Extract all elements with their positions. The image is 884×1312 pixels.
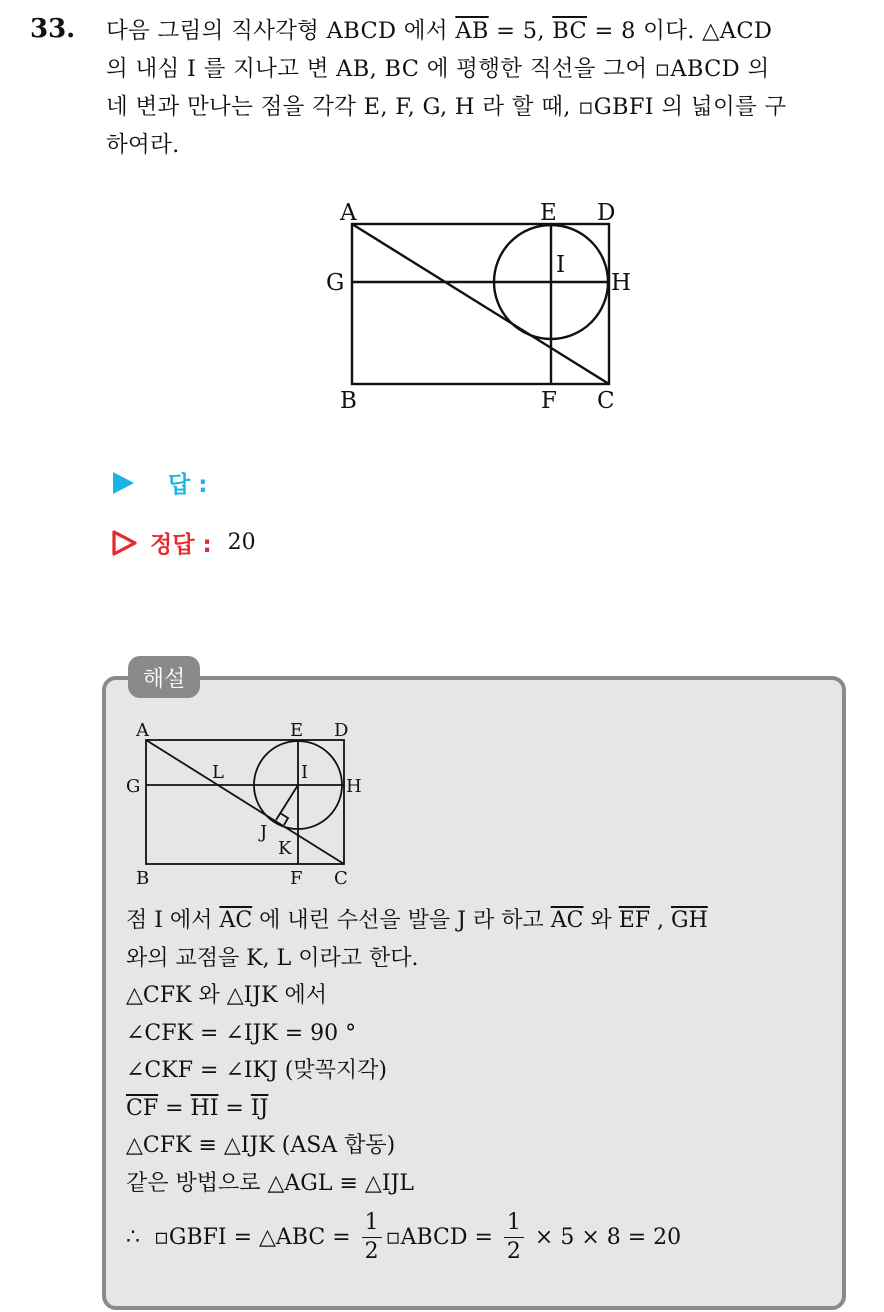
solution-conclusion (126, 1212, 681, 1263)
label-k-2: K (278, 838, 292, 859)
solution-line-4: ∠CFK = ∠IJK = 90 ° (126, 1020, 357, 1046)
label-e-2: E (290, 720, 304, 741)
solution-line-3: △CFK 와 △IJK 에서 (126, 983, 328, 1008)
fraction-half-1: $\frac{1}{2}$ (362, 1212, 382, 1263)
answer-row (110, 466, 207, 499)
solution-line-1: 점 I 에서 $\overline{AC}$ 에 내린 수선을 발을 J 라 하고 $\overline{AC}$ 와 $\overline{EF}$ , $\overline{GH}$ (126, 908, 708, 933)
label-c: C (597, 388, 615, 414)
label-h: H (611, 270, 632, 296)
label-g-2: G (126, 776, 141, 797)
label-f: F (541, 388, 557, 414)
perpendicular-ij (276, 785, 298, 820)
label-a: A (340, 200, 357, 226)
question-line-3: 네 변과 만나는 점을 각각 E, F, G, H 라 할 때, ▫GBFI 의 넓이를 구 (106, 94, 787, 120)
question-text (106, 12, 862, 164)
label-a-2: A (136, 720, 149, 741)
solution-line-8: 같은 방법으로 △AGL ≡ △IJL (126, 1170, 414, 1196)
fraction-half-2: $\frac{1}{2}$ (504, 1212, 524, 1263)
play-outline-icon (110, 529, 138, 557)
label-d: D (597, 200, 616, 226)
solution-text (126, 902, 836, 1202)
label-l-2: L (212, 762, 224, 783)
question-line-1: 다음 그림의 직사각형 ABCD 에서 $\overline{AB} = 5$, $\overline{BC} = 8$ 이다. △ACD (106, 18, 773, 44)
conclusion-lead: ∴ ▫GBFI = △ABC = (126, 1225, 358, 1250)
right-angle-mark (280, 813, 288, 825)
question-number: 33. (30, 14, 76, 44)
answer-label: 답 : (168, 472, 208, 498)
solution-figure (124, 716, 374, 892)
label-b-2: B (136, 868, 150, 889)
label-i-2: I (301, 762, 309, 783)
question-line-4: 하여라. (106, 132, 180, 158)
solution-line-5: ∠CKF = ∠IKJ (맞꼭지각) (126, 1058, 387, 1083)
label-g: G (326, 270, 345, 296)
label-e: E (540, 200, 557, 226)
conclusion-mid: ▫ABCD = (385, 1225, 500, 1250)
correct-answer-row (110, 526, 256, 559)
label-h-2: H (346, 776, 362, 797)
solution-line-2: 와의 교점을 K, L 이라고 한다. (126, 945, 419, 971)
solution-line-6: $\overline{CF} = \overline{HI} = \overline{IJ}$ (126, 1095, 269, 1121)
question-line-2: 의 내심 I 를 지나고 변 AB, BC 에 평행한 직선을 그어 ▫ABCD 의 (106, 56, 770, 82)
label-d-2: D (334, 720, 349, 741)
solution-line-7: △CFK ≡ △IJK (ASA 합동) (126, 1133, 396, 1158)
label-j-2: J (260, 822, 268, 843)
label-b: B (340, 388, 357, 414)
diagonal-ac-2 (146, 740, 344, 864)
correct-answer-value: 20 (227, 530, 256, 555)
solution-tag: 해설 (128, 656, 200, 698)
label-f-2: F (290, 868, 303, 889)
label-c-2: C (334, 868, 348, 889)
label-i: I (556, 252, 566, 278)
diagonal-ac (352, 224, 609, 384)
conclusion-tail: × 5 × 8 = 20 (527, 1225, 682, 1250)
play-filled-icon (110, 470, 136, 496)
rectangle-figure (320, 190, 650, 422)
correct-answer-label: 정답 : (150, 532, 212, 558)
